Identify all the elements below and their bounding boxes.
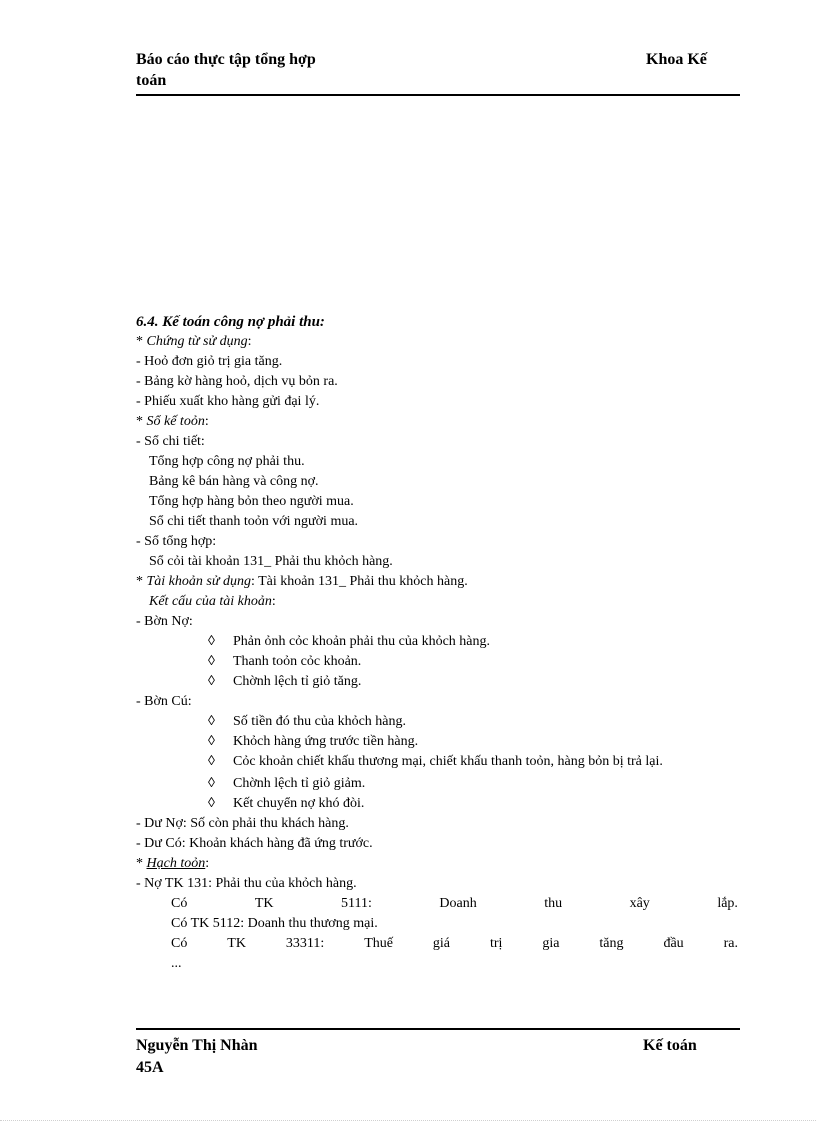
footer-class: Kế toán [643, 1037, 697, 1054]
body-line: - Dư Nợ: Số còn phải thu khách hàng. [136, 816, 349, 831]
list-item-text: Kết chuyển nợ khó đòi. [233, 796, 365, 811]
account-structure-line [136, 592, 738, 612]
list-item [136, 732, 738, 752]
word: TK [227, 936, 246, 951]
list-item-text: Cỏc khoản chiết khấu thương mại, chiết khấu thanh toỏn, hàng bỏn bị trả lại. [233, 754, 663, 769]
header-department: Khoa Kế [646, 51, 707, 68]
journal-line-33311 [136, 934, 738, 954]
bullet-star: * [136, 574, 147, 589]
page-edge-divider [0, 1120, 816, 1121]
word: gia [542, 936, 560, 951]
list-item-text: Khỏch hàng ứng trước tiền hàng. [233, 734, 419, 749]
accounting-books-line [136, 412, 738, 432]
diamond-icon: ◊ [208, 734, 215, 749]
list-item-text: Số tiền đó thu của khỏch hàng. [233, 714, 407, 729]
list-item [136, 652, 738, 672]
journal-line-5112: Có TK 5112: Doanh thu thương mại. [171, 916, 378, 931]
list-item [136, 794, 738, 814]
body-line: Sổ chi tiết thanh toỏn với người mua. [149, 514, 359, 529]
word: 33311: [285, 936, 325, 951]
body-line: - Sổ chi tiết: [136, 434, 205, 449]
word: lắp. [717, 896, 738, 911]
diamond-icon: ◊ [208, 634, 215, 649]
word: giá [432, 936, 451, 951]
debit-side-label: - Bờn Nợ: [136, 614, 193, 629]
diamond-icon: ◊ [208, 654, 215, 669]
body-line: Bảng kê bán hàng và công nợ. [149, 474, 319, 489]
page-footer [136, 1028, 740, 1080]
colon: : [205, 856, 210, 871]
diamond-icon: ◊ [208, 796, 215, 811]
word: ra. [723, 936, 738, 951]
word: Có [171, 896, 188, 911]
account-structure-label: Kết cấu của tài khoản [149, 594, 272, 609]
ellipsis: ... [171, 956, 182, 971]
word: đầu [663, 936, 684, 951]
page-header [136, 50, 740, 96]
colon: : [247, 334, 252, 349]
word: 5111: [341, 896, 372, 911]
account-used-label: Tài khoản sử dụng [146, 574, 251, 589]
colon: : [204, 414, 209, 429]
document-body [136, 312, 738, 974]
body-line: - Sổ tổng hợp: [136, 534, 217, 549]
word: tăng [599, 936, 624, 951]
accounting-entries-line [136, 854, 738, 874]
colon: : [271, 594, 276, 609]
list-item [136, 672, 738, 692]
list-item-text: Chờnh lệch tỉ giỏ giảm. [233, 776, 366, 791]
list-item [136, 752, 738, 772]
body-line: - Nợ TK 131: Phải thu của khỏch hàng. [136, 876, 357, 891]
footer-author: Nguyễn Thị Nhàn [136, 1037, 258, 1054]
header-title: Báo cáo thực tập tổng hợp [136, 51, 316, 68]
list-item-text: Thanh toỏn cỏc khoản. [233, 654, 362, 669]
credit-side-label: - Bờn Cú: [136, 694, 192, 709]
body-line: - Hoỏ đơn giỏ trị gia tăng. [136, 354, 283, 369]
list-item-text: Chờnh lệch tỉ giỏ tăng. [233, 674, 362, 689]
diamond-icon: ◊ [208, 754, 215, 769]
body-line: Sổ cỏi tài khoản 131_ Phải thu khỏch hàng. [149, 554, 393, 569]
account-used-value: : Tài khoản 131_ Phải thu khỏch hàng. [250, 574, 468, 589]
bullet-star: * [136, 856, 147, 871]
body-line: - Dư Có: Khoản khách hàng đã ứng trước. [136, 836, 373, 851]
accounting-books-label: Sổ kế toỏn [146, 414, 205, 429]
list-item [136, 712, 738, 732]
diamond-icon: ◊ [208, 674, 215, 689]
word: TK [254, 896, 274, 911]
body-line: Tổng hợp hàng bỏn theo người mua. [149, 494, 354, 509]
body-line: - Phiếu xuất kho hàng gửi đại lý. [136, 394, 320, 409]
documents-used-line [136, 332, 738, 352]
word: Thuế [364, 936, 393, 951]
list-item-text: Phản ỏnh cỏc khoản phải thu của khỏch hàng. [233, 634, 490, 649]
list-item [136, 632, 738, 652]
account-used-line [136, 572, 738, 592]
footer-class-wrap: 45A [136, 1059, 164, 1076]
body-line: - Bảng kờ hàng hoỏ, dịch vụ bỏn ra. [136, 374, 338, 389]
diamond-icon: ◊ [208, 776, 215, 791]
accounting-entries-label: Hạch toỏn [146, 856, 206, 871]
word: Doanh [439, 896, 477, 911]
diamond-icon: ◊ [208, 714, 215, 729]
list-item [136, 774, 738, 794]
journal-line-5111 [136, 894, 738, 914]
word: Có [171, 936, 188, 951]
section-heading: 6.4. Kế toán công nợ phải thu: [136, 314, 325, 330]
bullet-star: * [136, 414, 147, 429]
word: thu [544, 896, 563, 911]
word: xây [629, 896, 650, 911]
header-department-wrap: toán [136, 72, 167, 89]
documents-used-label: Chứng từ sử dụng [146, 334, 248, 349]
word: trị [489, 936, 503, 951]
bullet-star: * [136, 334, 147, 349]
body-line: Tổng hợp công nợ phải thu. [149, 454, 305, 469]
